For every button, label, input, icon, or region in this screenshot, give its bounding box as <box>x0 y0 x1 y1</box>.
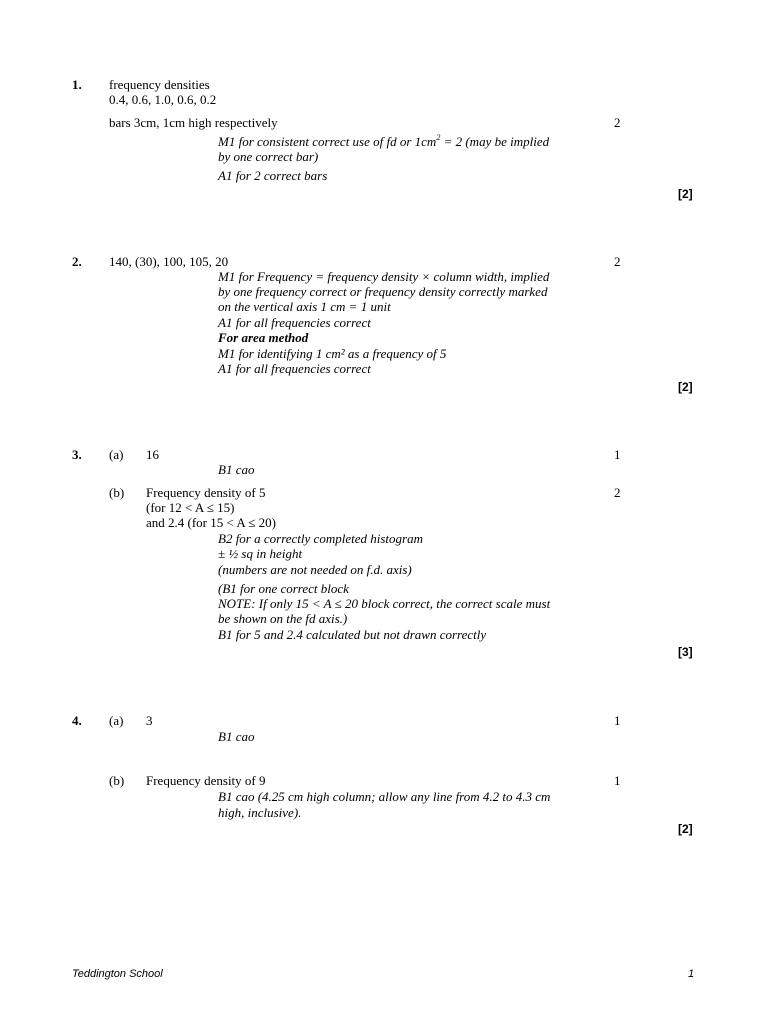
question-3b-note: B1 for 5 and 2.4 calculated but not drawn correctly <box>218 627 487 642</box>
question-4-number: 4. <box>72 713 82 728</box>
question-3b-marks: 2 <box>614 485 621 500</box>
question-2-note-line: by one frequency correct or frequency density correctly marked <box>218 284 548 299</box>
question-3-total: [3] <box>678 645 693 659</box>
question-1-heading: frequency densities <box>109 77 210 92</box>
question-2-area-method-heading: For area method <box>218 330 309 345</box>
question-1-marks: 2 <box>614 115 621 130</box>
question-2-area-note: A1 for all frequencies correct <box>218 361 371 376</box>
question-3a-marks: 1 <box>614 447 621 462</box>
question-4b-note: B1 cao (4.25 cm high column; allow any line from 4.2 to 4.3 cm <box>218 789 551 804</box>
question-2-answer: 140, (30), 100, 105, 20 <box>109 254 229 269</box>
question-3b-answer-line: and 2.4 (for 15 < A ≤ 20) <box>146 515 277 530</box>
footer-page-number: 1 <box>688 968 695 980</box>
question-4b-label: (b) <box>109 773 125 788</box>
question-3a-answer: 16 <box>146 447 159 462</box>
question-4a-answer: 3 <box>146 713 153 728</box>
question-3b-note: be shown on the fd axis.) <box>218 611 348 626</box>
question-2-total: [2] <box>678 380 693 394</box>
question-1-total: [2] <box>678 187 693 201</box>
question-1-answer: bars 3cm, 1cm high respectively <box>109 115 278 130</box>
question-4b-marks: 1 <box>614 773 621 788</box>
question-1-a1-note: A1 for 2 correct bars <box>218 168 328 183</box>
question-3a-label: (a) <box>109 447 124 462</box>
question-3b-note: (B1 for one correct block <box>218 581 349 596</box>
question-2-marks: 2 <box>614 254 621 269</box>
question-3b-label: (b) <box>109 485 125 500</box>
question-3a-note: B1 cao <box>218 462 255 477</box>
question-4-total: [2] <box>678 822 693 836</box>
question-4b-answer: Frequency density of 9 <box>146 773 266 788</box>
question-3b-note: (numbers are not needed on f.d. axis) <box>218 562 412 577</box>
footer-school-name: Teddington School <box>72 968 163 980</box>
question-2-number: 2. <box>72 254 82 269</box>
question-2-area-note: M1 for identifying 1 cm² as a frequency of 5 <box>218 346 447 361</box>
question-3b-note: NOTE: If only 15 < A ≤ 20 block correct, the correct scale must <box>218 596 551 611</box>
question-2-note-line: A1 for all frequencies correct <box>218 315 371 330</box>
question-4a-note: B1 cao <box>218 729 255 744</box>
question-4b-note: high, inclusive). <box>218 805 302 820</box>
question-3b-answer-line: (for 12 < A ≤ 15) <box>146 500 235 515</box>
question-2-note-line: M1 for Frequency = frequency density × column width, implied <box>218 269 550 284</box>
question-3-number: 3. <box>72 447 82 462</box>
question-1-m1-note-cont: by one correct bar) <box>218 149 319 164</box>
question-4a-marks: 1 <box>614 713 621 728</box>
question-4a-label: (a) <box>109 713 124 728</box>
question-3b-note: ± ½ sq in height <box>218 546 303 561</box>
question-3b-note: B2 for a correctly completed histogram <box>218 531 423 546</box>
question-1-number: 1. <box>72 77 82 92</box>
question-3b-answer-line: Frequency density of 5 <box>146 485 266 500</box>
question-1-values: 0.4, 0.6, 1.0, 0.6, 0.2 <box>109 92 217 107</box>
question-1-m1-note: M1 for consistent correct use of fd or $1cm^2 = 2$ (may be implied <box>218 132 550 149</box>
question-2-note-line: on the vertical axis 1 cm = 1 unit <box>218 299 391 314</box>
